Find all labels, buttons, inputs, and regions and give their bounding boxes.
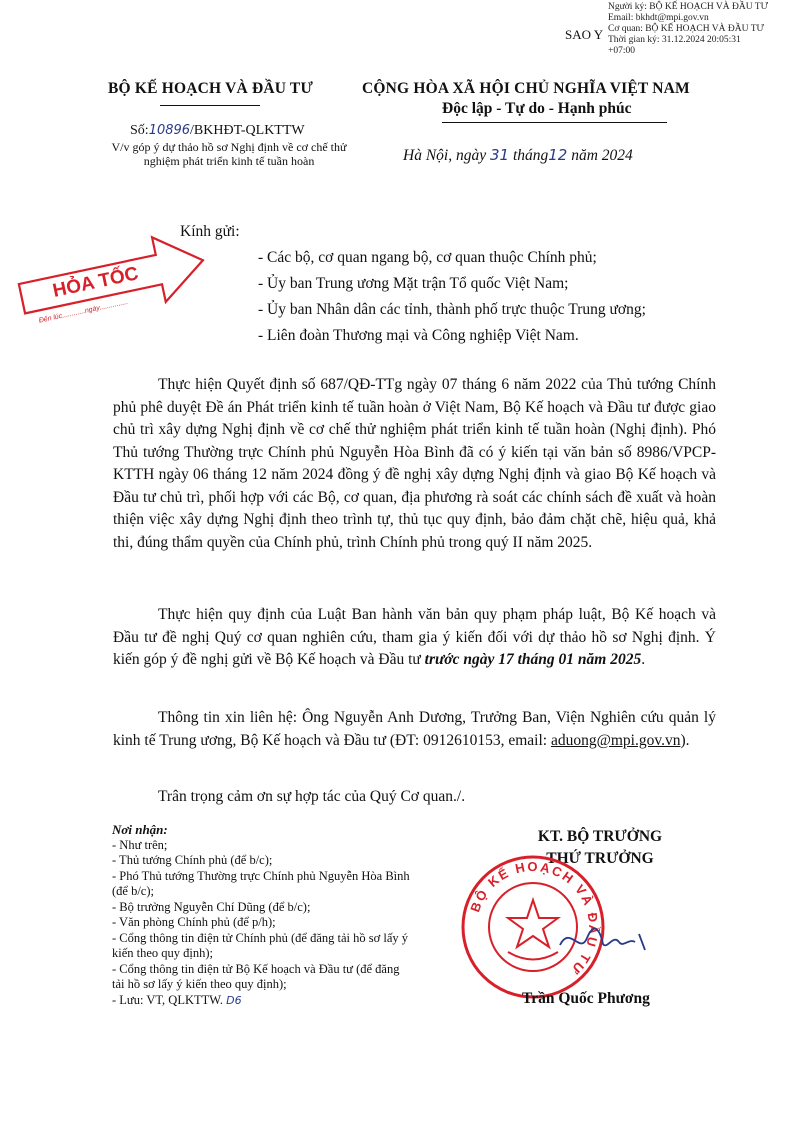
urgent-stamp-sub: Đến lúc............ngày...............: [38, 298, 129, 325]
kinh-gui-label: Kính gửi:: [180, 223, 240, 240]
paragraph-3-text: Thông tin xin liên hệ: Ông Nguyễn Anh Dương, Trưởng Ban, Viện Nghiên cứu quản lý kinh tế Trung ương, Bộ Kế hoạch và Đầu tư (ĐT: 0912610153, email:: [113, 709, 716, 749]
signature-tz: +07:00: [608, 46, 635, 56]
noi-nhan-luu: - Lưu: VT, QLKTTW.: [112, 992, 224, 1007]
noi-nhan-item: - Cổng thông tin điện tử Chính phủ (để đăng tải hồ sơ lấy ý kiến theo quy định);: [112, 930, 408, 960]
recipient-item: - Liên đoàn Thương mại và Công nghiệp Việt Nam.: [258, 327, 579, 344]
seal-star-icon: [508, 900, 558, 947]
recipient-list: [258, 245, 646, 349]
paragraph-2-end: .: [641, 651, 646, 668]
noi-nhan-item: - Văn phòng Chính phủ (để p/h);: [112, 915, 276, 929]
handwritten-initials: D6: [226, 993, 242, 1007]
deadline-text: trước ngày 17 tháng 01 năm 2025: [424, 651, 642, 668]
number-suffix: /BKHĐT-QLKTTW: [190, 123, 305, 138]
signature-signer: Người ký: BỘ KẾ HOẠCH VÀ ĐẦU TƯ: [608, 2, 768, 12]
signer-role-line1: KT. BỘ TRƯỞNG: [537, 828, 663, 845]
place-date: [403, 146, 633, 165]
noi-nhan-item: - Phó Thủ tướng Thường trực Chính phủ Nguyễn Hòa Bình (để b/c);: [112, 868, 410, 898]
seal-text: BỘ KẾ HOẠCH VÀ ĐẦU TƯ: [467, 858, 602, 979]
body-paragraph-4: Trân trọng cảm ơn sự hợp tác của Quý Cơ quan./.: [158, 788, 466, 805]
body-paragraph-2: [113, 604, 716, 672]
signer-name: Trần Quốc Phương: [522, 990, 650, 1007]
document-subject: V/v góp ý dự thảo hồ sơ Nghị định về cơ chế thử nghiệm phát triển kinh tế tuần hoàn: [111, 140, 347, 168]
month-label: tháng: [512, 147, 549, 164]
noi-nhan-item: [112, 993, 412, 1009]
handwritten-signature: [555, 920, 655, 960]
signer-role-line2: THỨ TRƯỞNG: [546, 850, 654, 867]
document-number: [130, 123, 305, 139]
recipient-item: - Các bộ, cơ quan ngang bộ, cơ quan thuộc Chính phủ;: [258, 249, 597, 266]
paragraph-3-end: ).: [680, 731, 690, 749]
national-motto: Độc lập - Tự do - Hạnh phúc: [442, 100, 632, 117]
noi-nhan-title: Nơi nhận:: [112, 822, 168, 837]
digital-signature-block: [608, 2, 768, 57]
year-label: năm 2024: [571, 147, 633, 164]
recipient-item: - Ủy ban Trung ương Mặt trận Tổ quốc Việt Nam;: [258, 275, 569, 292]
place-prefix: Hà Nội, ngày: [403, 147, 487, 164]
copy-mark: SAO Y: [565, 27, 604, 42]
national-title: CỘNG HÒA XÃ HỘI CHỦ NGHĨA VIỆT NAM: [362, 80, 690, 97]
contact-email-link[interactable]: aduong@mpi.gov.vn: [550, 731, 681, 749]
body-paragraph-1: Thực hiện Quyết định số 687/QĐ-TTg ngày 07 tháng 6 năm 2022 của Thủ tướng Chính phủ phê duyệt Đề án Phát triển kinh tế tuần hoàn ở Việt Nam, Bộ Kế hoạch và Đầu tư được giao chủ trì xây dựng Nghị định về cơ chế thử nghiệm phát triển kinh tế tuần hoàn (Nghị định). Phó Thủ tướng Thường trực Chính phủ Nguyễn Hòa Bình đã có ý kiến tại văn bản số 8986/VPCP-KTTH ngày 06 tháng 12 năm 2024 đồng ý đề nghị xây dựng Nghị định và giao Bộ Kế hoạch và Đầu tư chủ trì, phối hợp với các Bộ, cơ quan, địa phương rà soát các chính sách đề xuất và hoàn thiện việc xây dựng Nghị định theo trình tự, thủ tục quy định, bảo đảm chặt chẽ, hiệu quả, khả thi, đúng thẩm quyền của Chính phủ, trình Chính phủ trong quý II năm 2025.: [113, 376, 716, 551]
noi-nhan-item: - Thủ tướng Chính phủ (để b/c);: [112, 853, 273, 867]
urgent-stamp-title: HỎA TỐC: [50, 263, 141, 302]
noi-nhan-item: - Như trên;: [112, 837, 168, 852]
motto-underline: [442, 122, 667, 123]
noi-nhan-item: - Cổng thông tin điện tử Bộ Kế hoạch và Đầu tư (để đăng tải hồ sơ lấy ý kiến theo quy định);: [112, 961, 400, 991]
day-handwritten: 31: [489, 146, 510, 164]
paragraph-2-text: Thực hiện quy định của Luật Ban hành văn bản quy phạm pháp luật, Bộ Kế hoạch và Đầu tư đề nghị Quý cơ quan nghiên cứu, tham gia ý kiến đối với dự thảo hồ sơ Nghị định. Ý kiến góp ý đề nghị gửi về Bộ Kế hoạch và Đầu tư: [113, 606, 716, 668]
number-handwritten: 10896: [148, 123, 191, 138]
recipient-item: - Ủy ban Nhân dân các tỉnh, thành phố trực thuộc Trung ương;: [258, 301, 646, 318]
number-prefix: Số:: [130, 123, 149, 138]
issuing-agency: BỘ KẾ HOẠCH VÀ ĐẦU TƯ: [108, 80, 314, 97]
signature-email: Email: bkhdt@mpi.gov.vn: [608, 13, 709, 23]
agency-underline: [160, 105, 260, 106]
noi-nhan-item: - Bộ trưởng Nguyễn Chí Dũng (để b/c);: [112, 899, 311, 914]
signature-agency: Cơ quan: BỘ KẾ HOẠCH VÀ ĐẦU TƯ: [608, 24, 764, 34]
signature-time: Thời gian ký: 31.12.2024 20:05:31: [608, 35, 741, 45]
body-paragraph-3: [113, 707, 716, 752]
recipients-footer: [112, 822, 412, 1008]
month-handwritten: 12: [548, 146, 568, 164]
